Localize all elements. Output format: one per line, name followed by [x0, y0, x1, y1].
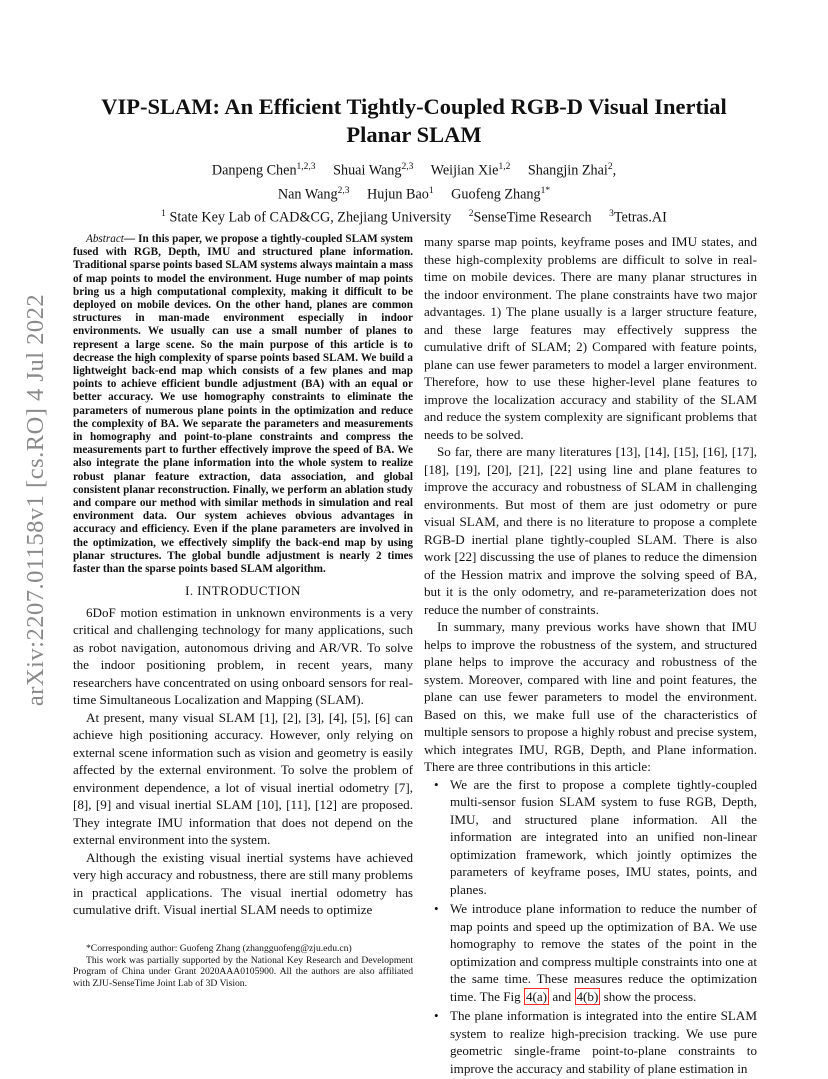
figure-link-4a[interactable]: 4(a)	[525, 988, 548, 1004]
affiliation-1: State Key Lab of CAD&CG, Zhejiang University	[169, 210, 452, 227]
bullet-icon: •	[434, 776, 439, 792]
body-paragraph: 6DoF motion estimation in unknown environments is a very critical and challenging technology for many applications, such as robot navigation, autonomous driving and AR/VR. To solve the indoor positioning problem, in recent years, many researchers have concentrated on using onboard sensors for real-time Simultaneous Localization and Mapping (SLAM).	[73, 604, 413, 708]
left-column	[73, 233, 413, 919]
contribution-text: show the process.	[600, 988, 697, 1004]
bullet-icon: •	[434, 1008, 439, 1023]
contribution-text: and	[549, 988, 575, 1004]
affiliation-mark: 1	[161, 209, 166, 220]
abstract-dash: —	[123, 233, 139, 245]
author-name: Nan Wang	[277, 186, 338, 203]
footnote-funding: This work was partially supported by the National Key Research and Development Program of China under Grant 2020AAA0105900. All the authors are also affiliated with ZJU-SenseTime Joint Lab of 3D Vision.	[73, 954, 413, 989]
author-affiliation-mark: 1,2,3	[296, 162, 316, 172]
author-affiliation-mark: 1*	[540, 185, 551, 196]
author-line-2	[70, 181, 758, 205]
author-affiliation-mark: 2,3	[401, 162, 414, 172]
abstract-text: In this paper, we propose a tightly-coupled SLAM system fused with RGB, Depth, IMU and structured plane information. Traditional sparse points based SLAM systems always maintain a mass of map points to model the environment. Huge number of map points bring us a high computational complexity, making it difficult to be deployed on mobile devices. On the other hand, planes are common structures in man-made environment especially in indoor environments. We usually can use a small number of planes to represent a large scene. So the main purpose of this article is to decrease the high complexity of sparse points based SLAM. We build a lightweight back-end map which consists of a few planes and map points to achieve efficient bundle adjustment (BA) with an equal or better accuracy. We use homography constraints to eliminate the parameters of numerous plane points in the optimization and reduce the complexity of BA. We separate the parameters and measurements in homography and point-to-plane constraints and compress the measurements part to further effectively improve the speed of BA. We also integrate the plane information into the whole system to realize robust planar feature extraction, data association, and global consistent planar reconstruction. Finally, we perform an ablation study and compare our method with similar methods in simulation and real environment data. Our system achieves obvious advantages in accuracy and efficiency. Even if the plane parameters are involved in the optimization, we effectively simplify the back-end map by using planar structures. The global bundle adjustment is nearly 2 times faster than the sparse points based SLAM algorithm.	[73, 233, 414, 576]
author-name: Guofeng Zhang	[451, 186, 541, 203]
footnote-corresponding-author: *Corresponding author: Guofeng Zhang (zhangguofeng@zju.edu.cn)	[86, 943, 352, 954]
figure-link-4b[interactable]: 4(b)	[576, 988, 599, 1004]
author-name: Shangjin Zhai	[527, 162, 608, 179]
contribution-item	[424, 776, 757, 899]
abstract-label: Abstract	[86, 233, 124, 245]
author-name: Weijian Xie	[430, 162, 499, 179]
affiliation-3: Tetras.AI	[613, 210, 667, 227]
affiliation-mark: 2	[468, 209, 474, 220]
paper-title-line-2: Planar SLAM	[346, 122, 482, 147]
abstract-paragraph	[73, 233, 413, 576]
section-heading-introduction: I. INTRODUCTION	[185, 583, 301, 599]
contribution-item	[424, 1007, 757, 1077]
author-block	[70, 157, 758, 228]
paper-title-line-1: VIP-SLAM: An Efficient Tightly-Coupled RGB-D Visual Inertial	[101, 94, 727, 119]
footnotes	[73, 943, 413, 989]
contribution-text: We introduce plane information to reduce the number of map points and speed up the optimization of BA. We use homography to remove the states of the point in the optimization and compress multiple constraints into one at the same time. These measures reduce the optimization time. The Fig	[450, 901, 757, 1004]
body-paragraph: At present, many visual SLAM [1], [2], [3], [4], [5], [6] can achieve high positioning accuracy. However, only relying on external scene information such as vision and geometry is easily affected by the external environment. To solve the problem of environment dependence, a lot of visual inertial odometry [7], [8], [9] and visual inertial SLAM [10], [11], [12] are proposed. They integrate IMU information that does not depend on the external environment into the system.	[73, 709, 413, 848]
contributions-list	[424, 776, 757, 1078]
affiliation-2: SenseTime Research	[473, 210, 592, 227]
paper-title	[70, 93, 758, 149]
author-affiliation-mark: 2	[607, 162, 613, 172]
contribution-item	[424, 900, 757, 1005]
arxiv-identifier-text: arXiv:2207.01158v1 [cs.RO] 4 Jul 2022	[22, 293, 49, 707]
author-comma: ,	[612, 162, 617, 179]
contribution-text: The plane information is integrated into the entire SLAM system to realize high-precision tracking. We use pure geometric single-frame point-to-plane constraints to improve the accuracy and stability of plane estimation in	[450, 1008, 757, 1076]
body-paragraph: Although the existing visual inertial systems have achieved very high accuracy and robustness, there are still many problems in practical applications. The visual inertial odometry has cumulative drift. Visual inertial SLAM needs to optimize	[73, 849, 413, 918]
body-paragraph: In summary, many previous works have shown that IMU helps to improve the robustness of the system, and structured plane helps to improve the accuracy and robustness of the system. Moreover, compared with line and point features, the plane can use fewer parameters to model the environment. Based on this, we make full use of the characteristics of multiple sensors to propose a highly robust and precise system, which integrates IMU, RGB, Depth, and Plane information. There are three contributions in this article:	[424, 619, 757, 774]
author-affiliation-mark: 1	[428, 185, 434, 196]
body-paragraph: many sparse map points, keyframe poses and IMU states, and these high-complexity problems are difficult to solve in real-time on mobile devices. There are many planar structures in the indoor environment. The plane constraints have two major advantages. 1) The plane usually is a larger structure feature, and these large features may effectively suppress the cumulative drift of SLAM; 2) Compared with feature points, plane can use fewer parameters to model a larger environment. Therefore, how to use these higher-level plane features to improve the localization accuracy and stability of the SLAM and reduce the system complexity are significant problems that needs to be solved.	[424, 234, 757, 442]
author-name: Shuai Wang	[333, 162, 402, 179]
author-name: Danpeng Chen	[211, 162, 297, 179]
bullet-icon: •	[434, 901, 439, 916]
arxiv-identifier-stamp	[8, 290, 64, 710]
author-name: Hujun Bao	[366, 186, 429, 203]
author-affiliation-mark: 2,3	[337, 185, 350, 196]
author-line-1	[70, 157, 758, 181]
author-affiliation-mark: 1,2	[498, 162, 511, 172]
affiliation-mark: 3	[609, 209, 614, 220]
right-column	[424, 233, 757, 1079]
contribution-text: We are the first to propose a complete tightly-coupled multi-sensor fusion SLAM system to fuse RGB, Depth, IMU, and structured plane information. All the information are integrated into an unified non-linear optimization framework, which jointly optimizes the parameters of keyframe poses, IMU states, points, and planes.	[450, 776, 757, 897]
body-paragraph: So far, there are many literatures [13], [14], [15], [16], [17], [18], [19], [20], [21], [22] using line and plane features to improve the accuracy and robustness of SLAM in challenging environments. But most of them are just odometry or pure visual SLAM, and there is no literature to propose a complete RGB-D inertial plane tightly-coupled SLAM. There is also work [22] discussing the use of planes to reduce the dimension of the Hession matrix and improve the solving speed of BA, but it is the only odometry, and re-parameterization does not reduce the number of constraints.	[424, 444, 757, 617]
affiliation-line	[70, 204, 758, 228]
